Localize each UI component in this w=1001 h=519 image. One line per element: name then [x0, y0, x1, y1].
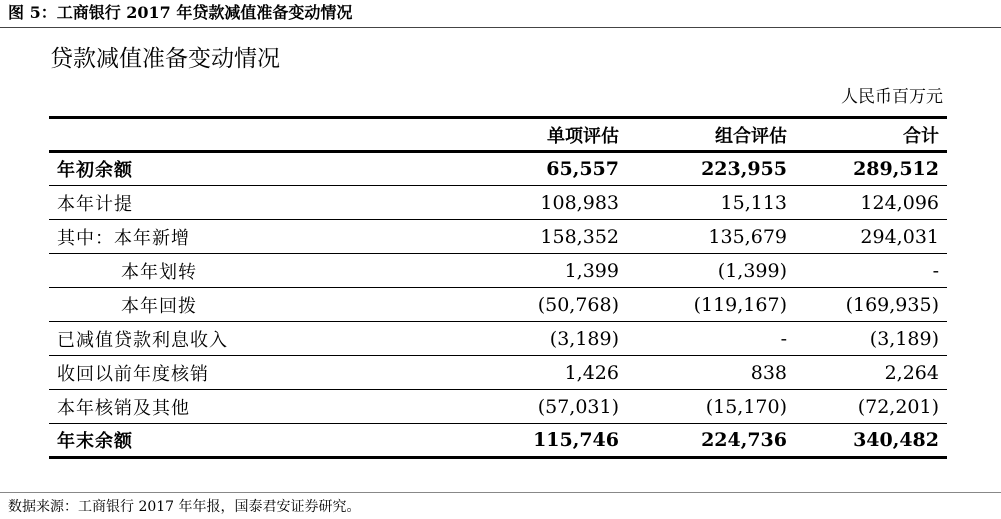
table-row — [49, 288, 947, 322]
table-row — [49, 152, 947, 186]
table-row — [49, 186, 947, 220]
row-label: 其中：本年新增 — [57, 227, 190, 249]
table-row — [49, 424, 947, 458]
collective-value: - — [780, 327, 787, 350]
table-row — [49, 254, 947, 288]
header-total: 合计 — [903, 125, 939, 147]
total-value: (3,189) — [869, 327, 939, 350]
row-label: 本年划转 — [121, 261, 197, 283]
collective-value: (1,399) — [717, 259, 787, 282]
row-label: 年初余额 — [57, 160, 133, 181]
individual-value: 158,352 — [540, 225, 619, 248]
table-row — [49, 390, 947, 424]
table-body — [49, 152, 947, 458]
source-note: 数据来源：工商银行 2017 年年报，国泰君安证券研究。 — [8, 499, 361, 515]
table-title: 贷款减值准备变动情况 — [50, 46, 280, 72]
individual-value: (3,189) — [549, 327, 619, 350]
total-value: - — [932, 259, 939, 282]
unit-label: 人民币百万元 — [841, 87, 943, 107]
row-label: 年末余额 — [57, 431, 133, 452]
individual-value: 1,426 — [564, 361, 619, 384]
total-value: 124,096 — [860, 191, 939, 214]
collective-value: 15,113 — [720, 191, 787, 214]
row-label: 收回以前年度核销 — [57, 363, 209, 385]
impairment-table — [49, 116, 947, 459]
individual-value: 65,557 — [546, 158, 619, 180]
individual-value: 1,399 — [564, 259, 619, 282]
figure-caption: 图 5：工商银行 2017 年贷款减值准备变动情况 — [8, 3, 353, 22]
collective-value: 224,736 — [701, 429, 787, 451]
row-label: 本年计提 — [57, 193, 133, 215]
collective-value: (15,170) — [705, 395, 787, 418]
individual-value: 108,983 — [540, 191, 619, 214]
table-row — [49, 220, 947, 254]
total-value: (72,201) — [857, 395, 939, 418]
individual-value: (57,031) — [537, 395, 619, 418]
individual-value: 115,746 — [533, 429, 619, 451]
header-individual-assessment: 单项评估 — [547, 125, 619, 147]
collective-value: (119,167) — [693, 293, 787, 316]
row-label: 本年回拨 — [121, 295, 197, 317]
header-label-cell — [49, 118, 467, 152]
top-divider — [0, 27, 1001, 28]
row-label: 已减值贷款利息收入 — [57, 329, 228, 351]
table-header-row — [49, 118, 947, 152]
collective-value: 838 — [750, 361, 787, 384]
collective-value: 135,679 — [708, 225, 787, 248]
header-collective-assessment: 组合评估 — [715, 125, 787, 147]
table-row — [49, 322, 947, 356]
total-value: 294,031 — [860, 225, 939, 248]
table-row — [49, 356, 947, 390]
total-value: 2,264 — [884, 361, 939, 384]
total-value: 289,512 — [853, 158, 939, 180]
total-value: (169,935) — [845, 293, 939, 316]
individual-value: (50,768) — [537, 293, 619, 316]
collective-value: 223,955 — [701, 158, 787, 180]
total-value: 340,482 — [853, 429, 939, 451]
bottom-divider — [0, 492, 1001, 493]
row-label: 本年核销及其他 — [57, 397, 190, 419]
